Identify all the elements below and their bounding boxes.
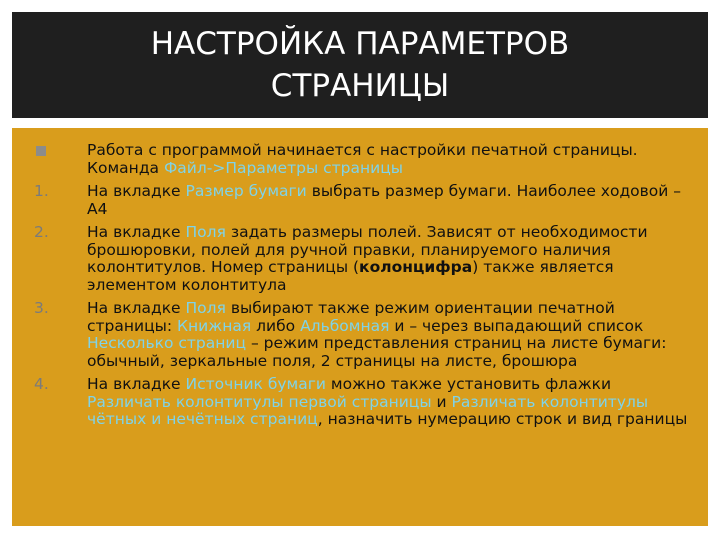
item-number: 2. <box>34 223 49 241</box>
highlight-option: Различать колонтитулы чётных и нечётных страниц <box>87 392 649 428</box>
item-text <box>87 376 694 429</box>
item-text <box>87 224 694 294</box>
list-item-2 <box>34 224 694 294</box>
text-run: На вкладке <box>87 182 186 200</box>
text-run: задать размеры полей. Зависят от необходимости брошюровки, полей для ручной правки, планируемого наличия колонтитулов. Номер страницы ( <box>87 223 648 276</box>
highlight-tab-name: Поля <box>185 299 226 317</box>
highlight-option: Книжная <box>177 316 252 335</box>
highlight-option: Несколько страниц <box>87 334 247 352</box>
title-line-2: СТРАНИЦЫ <box>270 68 450 104</box>
bullet-marker <box>34 142 87 177</box>
highlight-tab-name: Источник бумаги <box>185 375 326 393</box>
text-run: выбрать размер бумаги. Наиболее ходовой – А4 <box>87 182 682 218</box>
text-run: ) также является элементом колонтитула <box>87 258 614 294</box>
highlight-command: Файл->Параметры страницы <box>163 158 404 177</box>
highlight-tab-name: Размер бумаги <box>185 182 307 200</box>
content-panel <box>12 128 708 526</box>
text-run: и <box>431 392 452 411</box>
list-item-1 <box>34 183 694 218</box>
text-run: либо <box>251 316 301 335</box>
title-line-1: НАСТРОЙКА ПАРАМЕТРОВ <box>150 26 570 62</box>
text-run: и – через выпадающий список <box>389 316 644 335</box>
text-run: На вкладке <box>87 375 186 393</box>
text-run: , назначить нумерацию строк и вид границы <box>317 410 688 428</box>
item-number: 4. <box>34 375 49 393</box>
text-run: Работа с программой начинается с настройки печатной страницы. Команда <box>87 141 638 177</box>
text-run: – режим представления страниц на листе бумаги: обычный, зеркальные поля, 2 страницы на листе, брошюра <box>87 334 667 370</box>
intro-text <box>87 142 694 177</box>
square-bullet-icon <box>36 146 46 156</box>
bold-term: колонцифра <box>359 258 473 276</box>
highlight-tab-name: Поля <box>185 223 226 241</box>
item-number: 3. <box>34 299 49 317</box>
item-number: 1. <box>34 182 49 200</box>
list-item-4 <box>34 376 694 429</box>
item-text <box>87 300 694 370</box>
highlight-option: Альбомная <box>300 316 390 335</box>
slide-title <box>151 23 570 107</box>
text-run: На вкладке <box>87 223 186 241</box>
text-run: На вкладке <box>87 299 186 317</box>
item-text <box>87 183 694 218</box>
text-run: выбирают также режим ориентации печатной страницы: <box>87 299 615 335</box>
title-bar <box>12 12 708 118</box>
highlight-option: Различать колонтитулы первой страницы <box>87 392 432 411</box>
text-run: можно также установить флажки <box>325 375 612 393</box>
intro-item <box>34 142 694 177</box>
list-item-3 <box>34 300 694 370</box>
